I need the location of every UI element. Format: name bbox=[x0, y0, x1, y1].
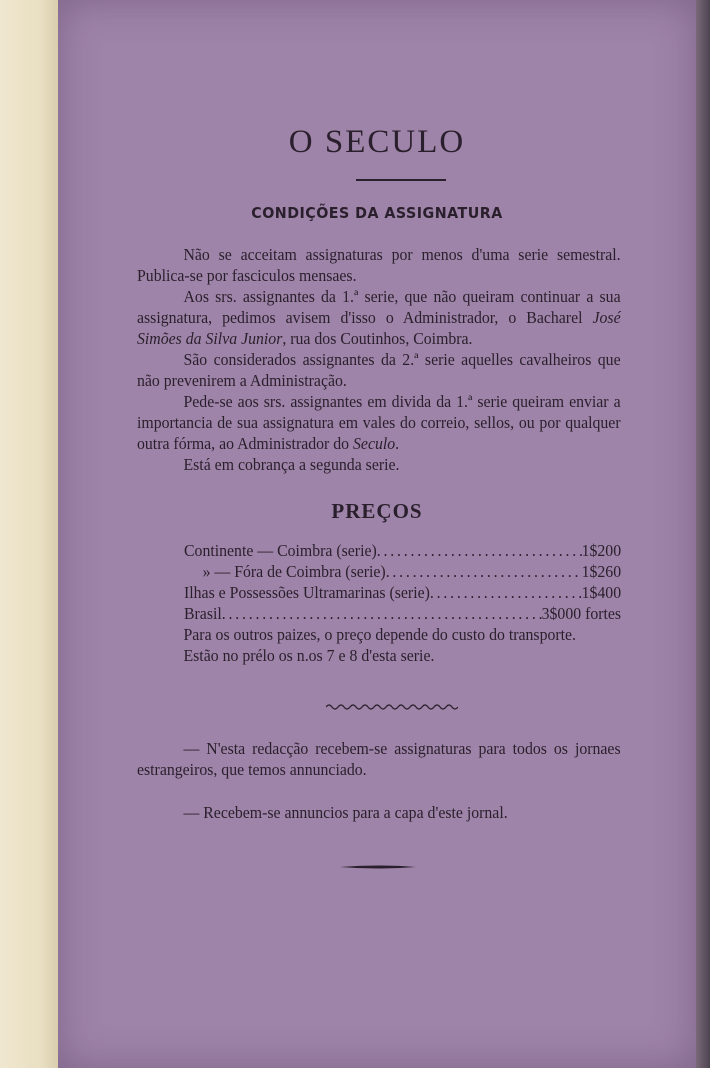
condition-paragraph-3: São considerados assignantes da 2.ª serie aquelles cavalheiros que não prevenirem a Administração. bbox=[137, 350, 621, 390]
price-value: 1$260 bbox=[581, 562, 622, 581]
notices bbox=[137, 738, 621, 823]
conditions-text bbox=[137, 244, 621, 475]
condition-paragraph-1: Não se acceitam assignaturas por menos d'uma serie semestral. Publica-se por fasciculos mensaes. bbox=[137, 245, 621, 285]
price-leader bbox=[386, 561, 582, 582]
price-value: 3$000 fortes bbox=[541, 604, 622, 623]
condition-paragraph-2: Aos srs. assignantes da 1.ª serie, que não queiram continuar a sua assignatura, pedimos avisem d'isso o Administrador, o Bacharel José Simões da Silva Junior, rua dos Coutinhos, Coimbra. bbox=[137, 287, 621, 348]
price-label: Continente — Coimbra (serie) bbox=[184, 541, 377, 560]
price-value: 1$400 bbox=[581, 583, 622, 602]
notice-foreign-subscriptions: — N'esta redacção recebem-se assignaturas para todos os jornaes estrangeiros, que temos annunciado. bbox=[137, 739, 621, 779]
price-row bbox=[184, 582, 621, 603]
prices-heading: PREÇOS bbox=[331, 499, 423, 523]
title-rule bbox=[356, 179, 446, 181]
page-edge-shadow bbox=[696, 0, 710, 1068]
price-notes bbox=[137, 624, 621, 666]
wavy-divider bbox=[326, 703, 458, 711]
price-label: Brasil bbox=[184, 604, 222, 623]
price-row bbox=[184, 561, 621, 582]
price-row bbox=[184, 540, 621, 561]
book-spine bbox=[0, 0, 58, 1068]
administrator-name: José Simões da Silva Junior bbox=[137, 308, 621, 348]
price-list bbox=[184, 540, 621, 624]
end-ornament bbox=[340, 864, 416, 870]
price-label: » — Fóra de Coimbra (serie) bbox=[202, 562, 386, 581]
price-value: 1$200 bbox=[581, 541, 622, 560]
price-row bbox=[184, 603, 621, 624]
conditions-heading: CONDIÇÕES DA ASSIGNATURA bbox=[251, 204, 503, 222]
price-note-foreign: Para os outros paizes, o preço depende do custo do transporte. bbox=[183, 625, 577, 644]
condition-paragraph-4: Pede-se aos srs. assignantes em divida da 1.ª serie queiram enviar a importancia de sua assignatura em vales do correio, sellos, ou por qualquer outra fórma, ao Administrador do Seculo. bbox=[137, 392, 621, 453]
price-note-press: Estão no prélo os n.os 7 e 8 d'esta serie. bbox=[183, 646, 435, 665]
price-leader bbox=[377, 540, 582, 561]
journal-name: Seculo bbox=[353, 434, 396, 453]
price-leader bbox=[222, 603, 542, 624]
notice-advertisements: — Recebem-se annuncios para a capa d'este jornal. bbox=[183, 803, 508, 822]
price-leader bbox=[430, 582, 582, 603]
journal-title: O SECULO bbox=[288, 124, 466, 160]
condition-paragraph-5: Está em cobrança a segunda serie. bbox=[183, 455, 400, 474]
price-label: Ilhas e Possessões Ultramarinas (serie) bbox=[184, 583, 430, 602]
